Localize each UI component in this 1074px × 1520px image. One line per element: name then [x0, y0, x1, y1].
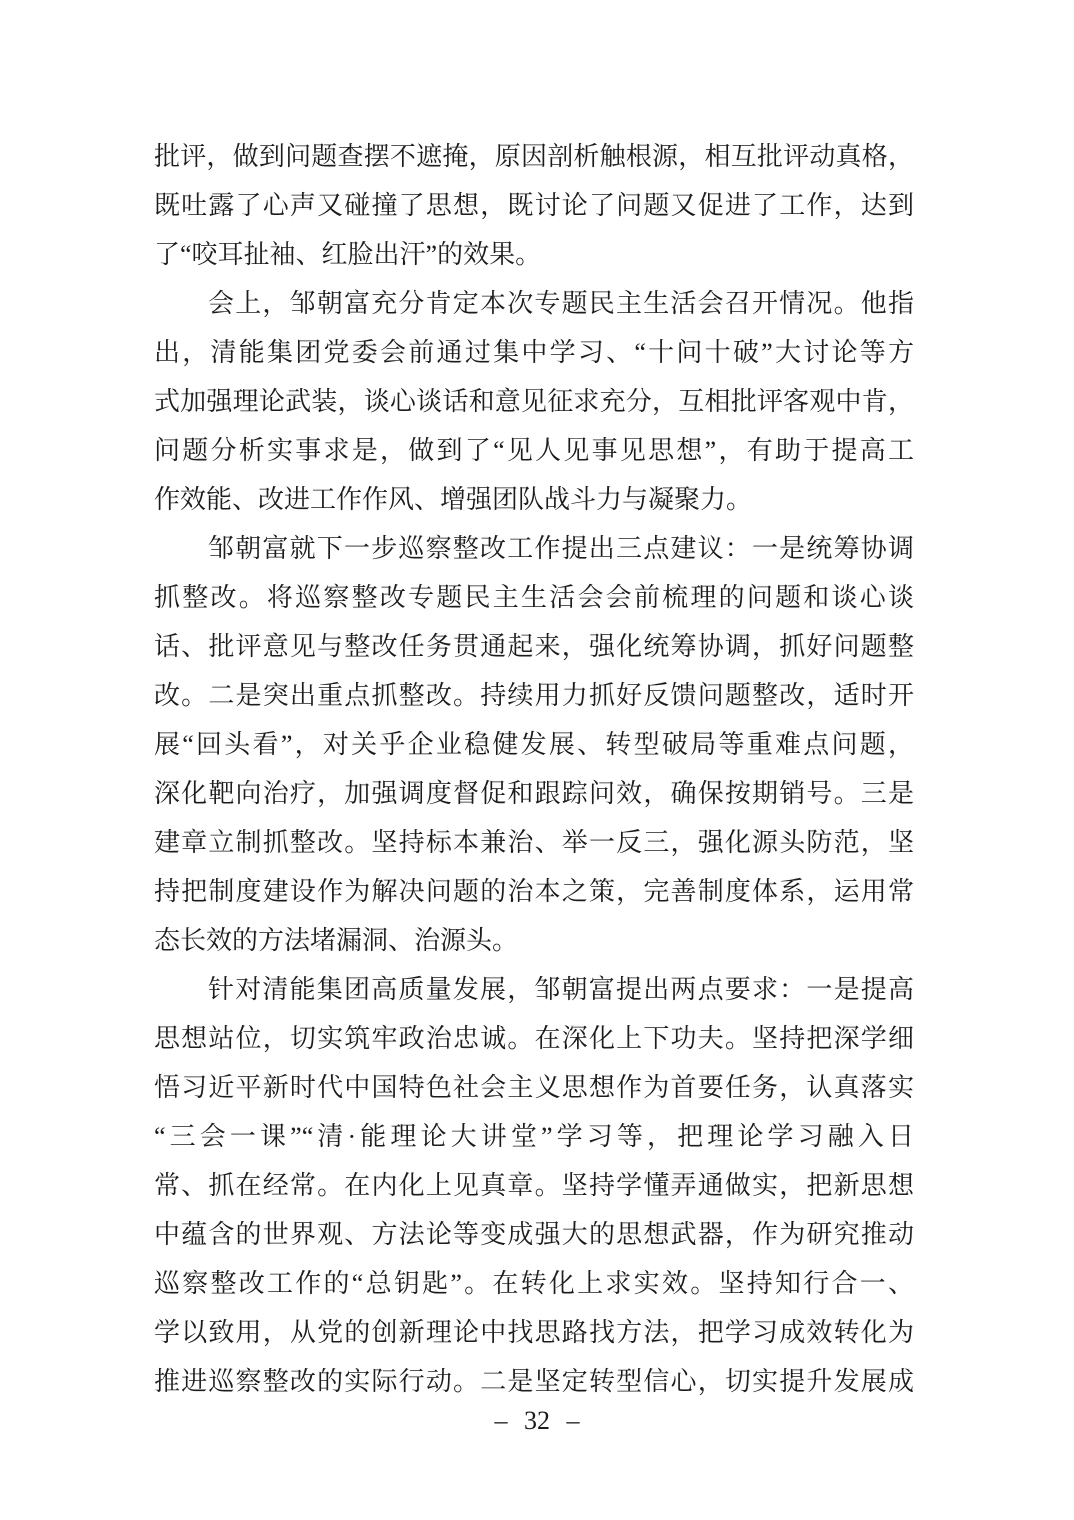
- text-line: 悟习近平新时代中国特色社会主义思想作为首要任务，认真落实: [154, 1073, 914, 1102]
- text-line: 深化靶向治疗，加强调度督促和跟踪问效，确保按期销号。三是: [154, 779, 914, 808]
- text-line: 持把制度建设作为解决问题的治本之策，完善制度体系，运用常: [154, 877, 914, 906]
- text-line: 常、抓在经常。在内化上见真章。坚持学懂弄通做实，把新思想: [154, 1171, 914, 1200]
- page-number: – 32 –: [494, 1406, 580, 1435]
- text-line: 话、批评意见与整改任务贯通起来，强化统筹协调，抓好问题整: [154, 632, 914, 661]
- text-line: 了“咬耳扯袖、红脸出汗”的效果。: [154, 240, 542, 269]
- text-line: 推进巡察整改的实际行动。二是坚定转型信心，切实提升发展成: [154, 1367, 914, 1396]
- text-line: 中蕴含的世界观、方法论等变成强大的思想武器，作为研究推动: [154, 1220, 914, 1249]
- text-line: 巡察整改工作的“总钥匙”。在转化上求实效。坚持知行合一、: [154, 1269, 914, 1298]
- text-line: 针对清能集团高质量发展，邹朝富提出两点要求：一是提高: [208, 975, 914, 1004]
- text-line: 出，清能集团党委会前通过集中学习、“十问十破”大讨论等方: [154, 338, 914, 367]
- page-footer: [0, 1404, 1074, 1438]
- text-line: “三会一课”“清·能理论大讲堂”学习等，把理论学习融入日: [154, 1122, 914, 1151]
- text-line: 作效能、改进工作作风、增强团队战斗力与凝聚力。: [154, 485, 753, 514]
- paragraph-1: [154, 132, 914, 279]
- paragraph-2: [154, 279, 914, 524]
- text-line: 式加强理论武装，谈心谈话和意见征求充分，互相批评客观中肯，: [154, 387, 914, 416]
- paragraph-4: [154, 965, 914, 1406]
- text-line: 展“回头看”，对关乎企业稳健发展、转型破局等重难点问题，: [154, 730, 914, 759]
- text-line: 邹朝富就下一步巡察整改工作提出三点建议：一是统筹协调: [208, 534, 914, 563]
- paragraph-3: [154, 524, 914, 965]
- text-line: 既吐露了心声又碰撞了思想，既讨论了问题又促进了工作，达到: [154, 191, 914, 220]
- text-line: 问题分析实事求是，做到了“见人见事见思想”，有助于提高工: [154, 436, 914, 465]
- text-line: 学以致用，从党的创新理论中找思路找方法，把学习成效转化为: [154, 1318, 914, 1347]
- text-line: 态长效的方法堵漏洞、治源头。: [154, 926, 519, 955]
- text-line: 思想站位，切实筑牢政治忠诚。在深化上下功夫。坚持把深学细: [154, 1024, 914, 1053]
- document-body: [154, 132, 914, 1406]
- text-line: 批评，做到问题查摆不遮掩，原因剖析触根源，相互批评动真格，: [154, 142, 914, 171]
- text-line: 建章立制抓整改。坚持标本兼治、举一反三，强化源头防范，坚: [154, 828, 914, 857]
- text-line: 抓整改。将巡察整改专题民主生活会会前梳理的问题和谈心谈: [154, 583, 914, 612]
- text-line: 改。二是突出重点抓整改。持续用力抓好反馈问题整改，适时开: [154, 681, 914, 710]
- text-line: 会上，邹朝富充分肯定本次专题民主生活会召开情况。他指: [208, 289, 914, 318]
